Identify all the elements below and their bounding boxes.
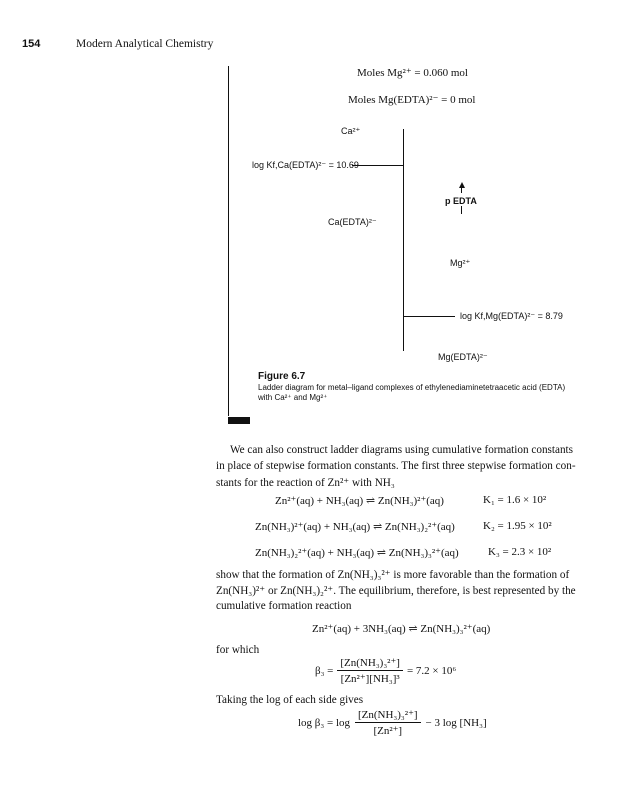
figure-caption-line: with Ca²⁺ and Mg²⁺ bbox=[258, 393, 328, 402]
moles-mg-label: Moles Mg²⁺ = 0.060 mol bbox=[357, 67, 468, 79]
beta-numerator: [Zn(NH₃)₃²⁺] bbox=[337, 656, 403, 671]
ladder-axis bbox=[403, 129, 404, 351]
log-fraction bbox=[355, 708, 421, 737]
body-text-line: Taking the log of each side gives bbox=[216, 694, 364, 706]
body-text-line: show that the formation of Zn(NH₃)₃²⁺ is more favorable than the formation of bbox=[216, 569, 570, 581]
mgedta-species-label: Mg(EDTA)²⁻ bbox=[438, 352, 488, 362]
body-text-line: for which bbox=[216, 644, 260, 656]
logk-ca-label: log Kf,Ca(EDTA)²⁻ = 10.69 bbox=[252, 160, 359, 170]
beta-fraction bbox=[337, 656, 403, 685]
running-title: Modern Analytical Chemistry bbox=[76, 38, 214, 50]
log-rhs: − 3 log [NH₃] bbox=[425, 716, 487, 729]
body-text-line: stants for the reaction of Zn²⁺ with NH₃ bbox=[216, 477, 395, 489]
body-text-line: We can also construct ladder diagrams using cumulative formation constants bbox=[230, 444, 574, 456]
beta-lhs: β₃ = bbox=[315, 664, 334, 677]
constant-k3: K₃ = 2.3 × 10² bbox=[488, 546, 552, 558]
equation-3: Zn(NH₃)₂²⁺(aq) + NH₃(aq) ⇌ Zn(NH₃)₃²⁺(aq) bbox=[255, 547, 459, 559]
constant-k2: K₂ = 1.95 × 10² bbox=[483, 520, 552, 532]
equation-cumulative: Zn²⁺(aq) + 3NH₃(aq) ⇌ Zn(NH₃)₃²⁺(aq) bbox=[312, 623, 491, 635]
body-text-line: cumulative formation reaction bbox=[216, 600, 352, 612]
figure-margin-block bbox=[228, 417, 250, 424]
caedta-species-label: Ca(EDTA)²⁻ bbox=[328, 217, 377, 227]
beta-denominator: [Zn²⁺][NH₃]³ bbox=[340, 673, 400, 685]
log-numerator: [Zn(NH₃)₃²⁺] bbox=[355, 708, 421, 723]
body-text-line: in place of stepwise formation constants. The first three stepwise formation con- bbox=[216, 460, 576, 472]
constant-k1: K₁ = 1.6 × 10² bbox=[483, 494, 547, 506]
ca-species-label: Ca²⁺ bbox=[341, 126, 361, 136]
page-number: 154 bbox=[22, 38, 41, 50]
mg-boundary-line bbox=[403, 316, 455, 317]
figure-caption-line: Ladder diagram for metal–ligand complexes of ethylenediaminetetraacetic acid (EDTA) bbox=[258, 383, 566, 392]
ca-boundary-line bbox=[352, 165, 403, 166]
log-equation bbox=[298, 708, 487, 737]
equation-1: Zn²⁺(aq) + NH₃(aq) ⇌ Zn(NH₃)²⁺(aq) bbox=[275, 495, 444, 507]
moles-mgedta-label: Moles Mg(EDTA)²⁻ = 0 mol bbox=[348, 94, 476, 106]
beta-rhs: = 7.2 × 10⁶ bbox=[406, 664, 457, 677]
logk-mg-label: log Kf,Mg(EDTA)²⁻ = 8.79 bbox=[460, 311, 563, 321]
log-lhs: log β₃ = log bbox=[298, 716, 350, 729]
beta-equation bbox=[315, 656, 456, 685]
figure-margin-rule bbox=[228, 66, 229, 416]
pedta-label: p EDTA bbox=[445, 196, 477, 206]
body-text-line: Zn(NH₃)²⁺ or Zn(NH₃)₂²⁺. The equilibrium, therefore, is best represented by the bbox=[216, 585, 576, 597]
equation-2: Zn(NH₃)²⁺(aq) + NH₃(aq) ⇌ Zn(NH₃)₂²⁺(aq) bbox=[255, 521, 455, 533]
figure-label: Figure 6.7 bbox=[258, 371, 306, 382]
log-denominator: [Zn²⁺] bbox=[373, 725, 403, 737]
mg-species-label: Mg²⁺ bbox=[450, 258, 471, 268]
